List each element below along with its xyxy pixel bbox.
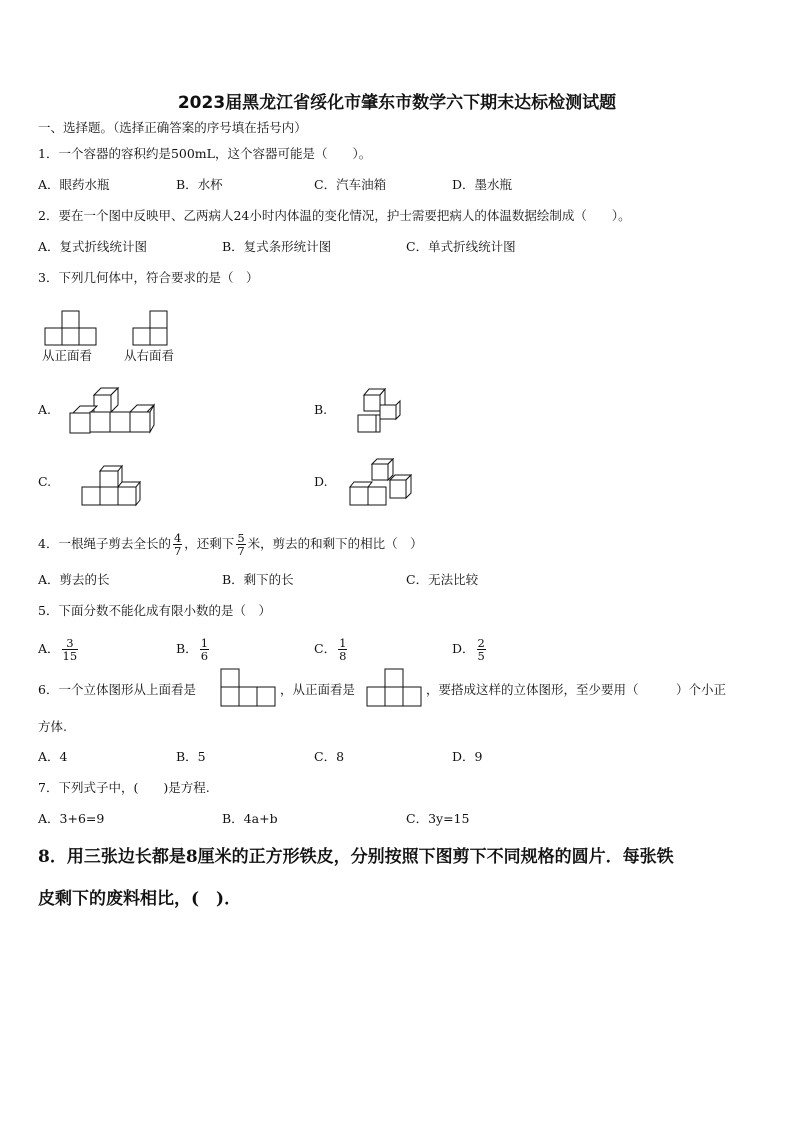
- question-5-stem: 5．下面分数不能化成有限小数的是（ ）: [38, 603, 271, 618]
- q2-option-a: A．复式折线统计图: [38, 239, 148, 254]
- q2-option-b: B．复式条形统计图: [222, 239, 332, 254]
- q4-option-a: A．剪去的长: [38, 572, 110, 587]
- q4-fraction-cut: $\frac{4}{7}$: [173, 531, 182, 558]
- q2-option-c: C．单式折线统计图: [406, 239, 516, 254]
- question-1-stem: 1．一个容器的容积约是500mL，这个容器可能是（ ）。: [38, 146, 372, 161]
- q5-option-c: C． $\frac{1}{8}$: [314, 636, 347, 663]
- question-3-stem: 3．下列几何体中，符合要求的是（ ）: [38, 270, 259, 285]
- q6-top-view-figure: [220, 668, 278, 714]
- q1-option-c: C．汽车油箱: [314, 177, 387, 192]
- q3-option-b-label: B.: [314, 402, 328, 417]
- q1-option-b: B．水杯: [176, 177, 223, 192]
- q3-option-d-label: D.: [314, 474, 328, 489]
- question-4-stem: [38, 524, 423, 564]
- q6-option-a: A．4: [38, 749, 68, 764]
- q6-stem-part-b: ，从正面看是: [280, 682, 356, 697]
- q7-option-b: B．4a+b: [222, 811, 278, 826]
- q6-front-view-figure: [366, 668, 424, 714]
- q6-option-c: C．8: [314, 749, 345, 764]
- front-view-figure: [44, 310, 104, 350]
- question-8-line-2: 皮剩下的废料相比，( )．: [38, 889, 242, 909]
- q3-option-d-solid: [346, 458, 418, 512]
- question-8-line-1: 8．用三张边长都是8厘米的正方形铁皮，分别按照下图剪下不同规格的圆片．每张铁: [38, 847, 674, 867]
- q6-stem-part-d: 方体.: [38, 719, 67, 734]
- q3-option-c-label: C.: [38, 474, 52, 489]
- q4-stem-part-c: 米，剪去的和剩下的相比（ ）: [247, 536, 423, 551]
- q5-option-d: D． $\frac{2}{5}$: [452, 636, 485, 663]
- q6-option-d: D．9: [452, 749, 483, 764]
- q5-option-a: A． $\frac{3}{15}$: [38, 636, 78, 663]
- q3-option-c-solid: [80, 462, 142, 512]
- q1-option-d: D．墨水瓶: [452, 177, 513, 192]
- q3-option-b-solid: [354, 386, 404, 440]
- front-view-label: 从正面看: [42, 348, 93, 363]
- q3-option-a-solid: [66, 386, 158, 440]
- right-view-label: 从右面看: [124, 348, 175, 363]
- q1-option-a: A．眼药水瓶: [38, 177, 110, 192]
- section-heading: 一、选择题。（选择正确答案的序号填在括号内）: [38, 120, 307, 135]
- q7-option-c: C．3y=15: [406, 811, 470, 826]
- q6-stem-part-c: ，要搭成这样的立体图形，至少要用（ ）个小正: [426, 682, 727, 697]
- right-view-figure: [132, 310, 172, 350]
- question-2-stem: 2．要在一个图中反映甲、乙两病人24小时内体温的变化情况，护士需要把病人的体温数据绘制成（ ）。: [38, 208, 631, 223]
- q7-option-a: A．3+6=9: [38, 811, 105, 826]
- q6-option-b: B．5: [176, 749, 206, 764]
- q6-stem-part-a: 6．一个立体图形从上面看是: [38, 682, 196, 697]
- q4-stem-part-b: ，还剩下: [184, 536, 235, 551]
- q4-stem-part-a: 4．一根绳子剪去全长的: [38, 536, 171, 551]
- q4-option-c: C．无法比较: [406, 572, 479, 587]
- q3-option-a-label: A.: [38, 402, 52, 417]
- question-7-stem: 7．下列式子中，( )是方程.: [38, 780, 210, 795]
- page-title: 2023届黑龙江省绥化市肇东市数学六下期末达标检测试题: [177, 93, 617, 113]
- q4-fraction-remaining: $\frac{5}{7}$: [237, 531, 245, 558]
- q4-option-b: B．剩下的长: [222, 572, 294, 587]
- q5-option-b: B． $\frac{1}{6}$: [176, 636, 209, 663]
